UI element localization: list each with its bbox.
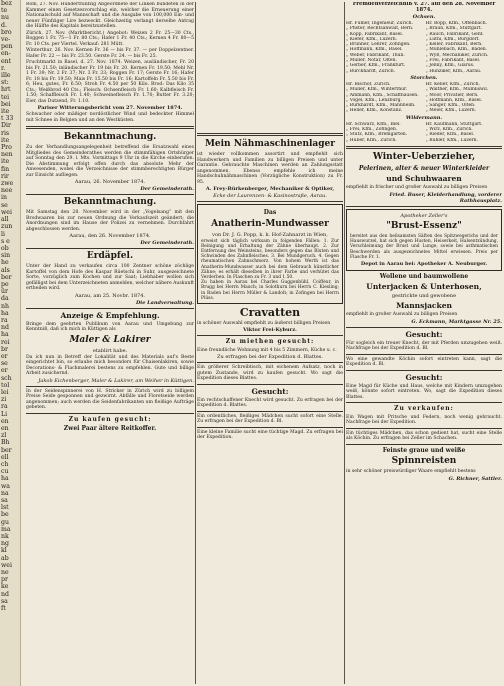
gestrickte-line: gestrickte und gewobene [391,293,457,300]
brust-essenz-ad [346,209,502,271]
edge-fragment: te [1,7,8,15]
jacken-text: empfiehlt in großer Auswahl zu billigen Preisen [346,312,458,318]
edge-fragment: hrt [1,86,11,94]
edge-fragment: nk [1,533,9,541]
newspaper-page [20,0,504,686]
wagen-text: Ein Wagen mit Pritsche und Federn, noch wenig gebraucht. Nachfrage bei der Expedition. [346,414,502,426]
guest-entry: „ Weber, Fabrikant, Thun. [346,52,405,58]
notice-signature-1: Der Gemeinderath. [140,186,194,192]
edge-fragment: ra [1,403,8,411]
brust-essenz-text: bereitet aus den heilsamsten Säften des Spitzwegerichs und der Hauswurzel, hat sich gegen Husten, Heiserkeit, Halsentzündung, Verschleimung der Brust und Lunge, sowie bei asthmatischen Beschwerden als ausgezeichnetes Mittel erwiesen. Preis per Flasche Fr. 1. [350,233,498,260]
edge-fragment: nh [1,302,9,310]
divider [346,354,502,355]
edge-fragment: ke [1,583,9,591]
edge-fragment: t 33 [1,115,14,123]
spinnreisten-signature: G. Richner, Sattler. [448,475,502,482]
heading-unterjacken: Unterjacken & Unterhosen, [366,282,482,292]
divider [197,335,343,336]
hotel-ochsen: Ochsen. [412,14,436,20]
edge-fragment: ma [1,525,11,533]
divider [197,411,343,412]
edge-fragment: pe [1,280,9,288]
edge-fragment: br [1,345,8,353]
anzeige-text: Bringe dem geehrten Publikum von Aarau und Umgebung zur Kenntniß, daß ich mich in Küttigen als [26,321,194,332]
guest-entry: „ Moor, Privatier, Bern. [425,92,479,98]
edge-fragment: sin [1,252,11,260]
divider [197,427,343,428]
guest-entry: „ Keller, Fabrikant, Bern. [425,42,483,48]
guest-entry: „ Sänger, Kfm., Olten. [425,103,476,109]
edge-fragment: ra [1,316,8,324]
edge-fragment: se [1,360,8,368]
hotel-wildermann: Wildermann. [405,114,443,121]
edge-fragment: ha [1,475,9,483]
edge-fragment: ve- [1,36,11,44]
edge-fragment: fin [1,165,10,173]
divider [197,201,343,202]
heading-winter-ueberzieher: Winter-Ueberzieher, [372,151,476,162]
divider [346,370,502,371]
edge-fragment: pr [1,576,8,584]
edge-fragment: nd [1,324,9,332]
heading-feinste: Feinste graue und weiße [382,446,466,454]
edge-fragment: ent [1,57,12,65]
divider [346,402,502,403]
edge-fragment: he [1,259,9,267]
heading-zu-miethen: Zu miethen gesucht: [225,338,315,346]
heading-wollene: Wollene und baumwollene [379,272,469,280]
edge-fragment: zun [1,223,13,231]
guest-entry: „ Müller, Notar, Olten. [346,58,397,64]
divider [346,428,502,429]
guest-entry: „ Hoffmann, Kfm., Basel. [425,97,483,103]
edge-fragment: sa [1,497,8,505]
guest-entry: „ Burkhardt, Kfm., Mannheim. [346,103,416,109]
column-right [346,2,502,684]
edge-fragment: li [1,230,5,238]
guest-entry: Hr. Bischof, Zürich. [346,81,391,87]
maedchen-stelle-text: Ein tüchtiges Mädchen, das schon gedient hat, sucht eine Stelle als Köchin. Zu erfragen bei Zeller im Schachen. [346,430,502,442]
hotel-storchen: Storchen. [410,74,438,81]
edge-fragment: bei [1,100,11,108]
guest-entry: „ Frei, Kfm., Zofingen. [346,127,398,133]
guest-entry: „ Wirz, Kfm., Zürich. [425,127,473,133]
notice-text-1: Zu der Verhandlungsangelegenheit betreffend die Ersatzwahl eines Mitgliedes des Gemeinderathes werden die stimmfähigen Ortsbürger auf Sonntag den 29. l. Mts. Vormittags 9 Uhr in die Kirche einberufen. Die Abstimmung erfolgt offen durch das absolute Mehr der Anwesenden, wobei die Verzeichnisse der stimmberechtigten Bürger zur Einsicht aufliegen. [26,145,194,178]
jacken-signature: G. Eckmann, Marktgasse Nr. 25. [411,318,502,325]
maler-subtitle: etablirt habe. [92,347,128,354]
heading-erdaepfel: Erdäpfel. [86,251,134,261]
anatherin-ad [197,204,343,304]
edge-fragment: d. [1,21,7,29]
market-basel: Fruchtmarkt in Basel, d. 27. Nov. 1874. Weizen, ausländischer, Fr. 20 bis Fr. 21.50; inländischer Fr. 19 bis Fr. 20. Kernen Fr. 19.50; Mehl Nr. 1 Fr. 39; Nr. 2 Fr. 37; Nr. 3 Fr. 33; Roggen Fr. 17; Gerste Fr. 16; Hafer Fr. 18 bis Fr. 19.50; Mais Fr. 15.50 bis Fr. 16; Kartoffeln Fr. 5.50 bis Fr. 6; Heu, gutes, Fr. 6.50; Stroh Fr. 4.50 per 50 Kilo. Brod: Das Kilo 35 Cts.; Weißbrod 40 Cts.; Fleisch: Ochsenfleisch Fr. 1.60; Kalbfleisch Fr. 1.50; Schaffleisch Fr. 1.40; Schweinefleisch Fr. 1.70; Butter Fr. 3.20; Eier, das Dutzend, Fr. 1.10. [26,60,194,104]
edge-fragment: nee [1,187,13,195]
edge-fragment: ob [1,244,9,252]
guest-entry: „ Rauch, Fabrikant, Genf. [425,31,484,37]
edge-fragment: ng [1,540,9,548]
column-rule [344,2,345,684]
reitkoffer-line: Zwei Paar ältere Reitkoffer. [63,425,157,432]
guest-entry: Hr. Bopp, Kfm., Offenbach. [425,21,488,26]
upper-space [197,2,343,130]
edge-fragment: en [1,424,9,432]
divider [26,386,194,387]
notice-date-1: Aarau, 26. November 1874. [74,179,146,185]
guest-entry: „ Meier, Kfm., Luzern. [425,108,477,114]
edge-fragment: ber [1,273,12,281]
guests-storchen [346,82,502,114]
edge-fragment: lei [1,388,9,396]
edge-fragment: ite [1,136,10,144]
erdaepfel-signature: Die Landverwaltung. [135,299,194,306]
heading-spinnreisten: Spinnreisten [391,456,457,467]
guests-ochsen [346,21,502,74]
edge-fragment: als [1,266,10,274]
cravatten-text: in schöner Auswahl empfiehlt zu äußerst billigen Preisen [197,320,331,326]
brust-essenz-depot: Depot in Aarau bei: Apotheker A. Neuburger. [360,260,488,267]
guest-entry: „ Wyß, Mechaniker, Zürich. [425,52,489,58]
naehmaschinen-signature: A. Frey-Bürkenberger, Mechaniker & Optiker, [205,186,335,192]
edge-fragment: ft [1,605,6,613]
guest-entry: „ Walther, Kfm., Mümliswil. [425,87,489,93]
guest-entry: „ Frei, Fabrikant, Basel. [425,58,481,64]
guest-entry: „ Huber, Kfm., Zürich. [346,137,397,143]
edge-fragment: cu [1,468,9,476]
edge-fragment: ite [1,158,10,166]
guest-list-left [346,21,423,74]
divider [197,362,343,363]
edge-fragment: ür [1,288,8,296]
divider [197,384,343,385]
heading-anatherin: Anatherin-Mundwasser [211,218,329,229]
guest-entry: Hr. Keller, Kfm., Zürich. [425,81,480,87]
column-rule [195,2,196,684]
seidenspinnerei-text: In der Seidenspinnerei von H. Stricker in Zürich wird zu billigem Preise Seide gesponnen und gezwirnt. Abfälle und Floretseide werden angenommen; auch werden die Seidenfabrikanten um fleißige Aufträge gebeten. [26,388,194,410]
edge-fragment: in [1,194,7,202]
edge-fragment: se [1,201,8,209]
edge-fragment: ris [1,129,10,137]
edge-fragment: Pro [1,144,12,152]
guest-entry: „ Brunner, Lehrer, Zofingen. [346,42,411,48]
heading-bekanntmachung-2: Bekanntmachung. [63,197,157,207]
left-page-edge [0,0,21,686]
notice-signature-2: Der Gemeinderath. [140,240,194,246]
divider [26,413,194,414]
anatherin-maker: von Dr. J. G. Popp, k. k. Hof-Zahnarzt in Wien, [212,231,328,238]
heading-naehmaschinenlager: Mein Nähmaschinenlager [204,139,336,149]
edge-fragment: all [1,216,9,224]
edge-fragment: ber [1,446,12,454]
edge-fragment: pen [1,43,13,51]
edge-fragment: ha [1,309,9,317]
anatherin-text: erweist sich täglich wirksam in folgenden Fällen: 1. Zur Reinigung und Erhaltung der Zähne überhaupt. 2. Zur Entfernung des Weinsteins, besonders gegen das Bluten und Schwinden des Zahnfleisches. 3. Bei Mundgeruch. 4. Gegen rheumatischen Zahnschmerz. Von hohem Werth ist das Anatherin-Mundwasser auch bei dem Gebrauch künstlicher Zähne; es erhält dieselben in ihrer Farbe und verhütet das Verderben. In Flaschen zu Fr. 3 und 1.50. [201,238,339,280]
edge-fragment: ite [1,108,10,116]
guest-entry: „ Hoffmann, Kfm., Basel. [346,47,403,53]
pelerinen-line: Pelerinen, alter & neuer Winterkleider [358,164,490,172]
edge-fragment: bez [1,0,12,7]
edge-fragment: wa [1,482,10,490]
heading-maler: Maler & Lakirer [69,334,151,345]
maler-text: Da ich nun in Betreff der Lokalität und des Materials auf's Beste eingerichtet bin, so erlaube mich besonders für Chaisenlakiren, sowie Decorations- & Flachmalerei bestens zu empfehlen. Gute und billige Arbeit zusichernd. [26,354,194,376]
heading-bekanntmachung-1: Bekanntmachung. [63,132,157,142]
edge-fragment: na [1,489,9,497]
guest-list-right [426,82,503,114]
anatherin-das: Das [263,209,277,216]
guest-entry: „ Heller, Kfm., Konstanz. [346,108,403,114]
column-middle [197,2,343,684]
guest-entry: Hr. Fumer, Ingenieur, Zürich. [346,21,414,26]
guest-list-left [346,82,423,114]
edge-fragment: sa [1,597,8,605]
edge-fragment: en [1,417,9,425]
schuhwaaren-line: und Schuhwaaren [386,174,462,184]
guest-entry: „ Vogel, Kfm., Lenzburg. [346,97,402,103]
divider [346,444,502,445]
divider [26,126,194,129]
edge-fragment: Dir [1,122,11,130]
edge-fragment: ab [1,554,9,562]
edge-fragment: rei [1,338,10,346]
market-winterthur: Winterthur, 26. Nov. Kernen Fr. 36 — bis Fr. 37. — per Doppelzentner. Hafer Fr. 22 — bis Fr. 23.50. Gerste Fr. 24. — bis Fr. 25. [26,48,194,59]
divider [346,327,502,328]
guest-entry: „ Pfister, Rechtsanwalt, Bern. [346,26,414,32]
guest-list-right [426,122,503,143]
edge-fragment: s e [1,237,10,245]
edge-fragment: ell [1,453,9,461]
apotheker-zeller: Apotheker Zeller's [400,212,448,219]
edge-fragment: nu [1,14,9,22]
divider [26,308,194,309]
edge-fragment: sch [1,374,12,382]
edge-fragment: er [1,367,8,375]
naehmaschinen-address: Ecke der Laurenzen- & Kasinostraße, Aarau. [213,193,327,199]
guest-entry: „ Stutz, Kfm., Bremgarten. [346,132,408,138]
guest-list-right [426,21,503,74]
maedchen-text: Ein ordentliches, fleißiges Mädchen sucht sofort eine Stelle. Zu erfragen bei der Expedition d. Bl. [197,413,343,425]
guest-entry: „ Ammann, Kfm., Schaffhausen. [346,92,419,98]
edge-fragment: bro [1,28,12,36]
magd-text: Eine kleine Familie sucht eine tüchtige Magd. Zu erfragen bei der Expedition. [197,429,343,441]
guest-entry: „ Jenny, Kfm., Glarus. [425,63,475,69]
guest-list-left [346,122,423,143]
edge-fragment: ne [1,569,9,577]
divider [197,133,343,136]
schreibtisch-text: Ein größerer Schreibtisch, mit eichenem Aufsatz, noch in gutem Zustande, wird zu kaufen gesucht. Wo sagt die Expedition dieses Blattes. [197,365,343,382]
divider [346,206,502,207]
edge-fragment: kl [1,547,7,555]
edge-fragment: gu [1,518,9,526]
heading-cravatten: Cravatten [239,305,301,319]
wohnung-contact: Zu erfragen bei der Expedition d. Blattes. [217,354,323,361]
naehmaschinen-text: ist wieder vollkommen assortirt und empfiehlt sich Handwerkern und Familien zu billigen Preisen und unter Garantie. Gebrauchte Maschinen werden an Zahlungsstatt angenommen. Ebenso empfehle ich meine Handschuhnähmaschinen (Vorzügliche Konstruktion) zu Fr. 95. [197,152,343,185]
edge-fragment: wei [1,561,12,569]
erdaepfel-text: Unter der Hand zu verkaufen circa 100 Zentner schöne zöchlige Kartoffel von dem Hofe des Kaspar Rüetschi in Suhr, ausgezeichnete Sorte, vorzüglich zum Kochen und zur Saat; Liebhaber wollen sich gefälligst bei dem Unterzeichneten anmelden, welcher nähere Auskunft ertheilen wird. [26,264,194,291]
knecht-text: Ein rechtschaffener Knecht wird gesucht. Zu erfragen bei der Expedition d. Blattes. [197,397,343,409]
divider [26,248,194,249]
guest-entry: Hr. Kaufmann, Stuttgart. [425,121,483,127]
edge-fragment: lst [1,504,9,512]
heading-zu-kaufen: Zu kaufen gesucht: [68,415,152,423]
heading-anzeige: Anzeige & Empfehlung. [60,310,160,320]
edge-fragment: nen [1,151,13,159]
guest-entry: „ Kiefer, Kfm., Luzern. [346,36,398,42]
magd-kueche-text: Eine Magd für Küche und Haus, welche mit Kindern umzugehen weiß, könnte sofort eintreten. Wo, sagt die Expedition dieses Blattes. [346,383,502,400]
guests-wildermann [346,122,502,143]
weather-text: Schwacher oder mäßiger nordöstlicher Wind und bedeckter Himmel mit Schnee in Belgien und an den Westküsten. [26,112,194,123]
edge-fragment: Li [1,410,8,418]
divider [26,194,194,195]
edge-fragment: rir [1,172,9,180]
wohnung-text: Eine freundliche Wohnung mit 4 bis 5 Zimmern, Küche u. c. [197,347,337,353]
guest-entry: „ Hunziker, Kfm., Aarau. [425,68,482,74]
edge-fragment: r. [1,64,6,72]
edge-fragment: ille [1,72,11,80]
news-rome: Rom, 27. Nov. Hundertfünfzig Abgeordnete der Linken bündeten in der Kammer einen Gesetzesvorschlag ein, welcher die Erneuerung einer Nationalschuld auf Mannschaft und die Ausgabe von 100,000 Ein- und neuer Fünfziger Lire bezweckt. Gleichzeitig verlangt derselbe Antrag die Hälfte des Kapitals bereitzustellen. [26,2,194,29]
edge-fragment: tol [1,381,10,389]
weather-title: Pariser Witterungsbericht vom 27. November 1874. [37,105,183,111]
edge-fragment: nd [1,590,9,598]
market-zurich: Zürich, 27. Nov. (Marktbericht.) Angebot: Weizen 2 Fr. 25—30 Cts., Roggen 1 Fr. 75—1 Fr. 80 Cts.; Hafer 1 Fr. 40 Cts.; Kernen 4 Fr. 80—5 Fr. 10 Cts. per Viertel. Verkauf: 281 Mütt. [26,30,194,47]
heading-gesucht-2: Gesucht: [405,372,443,382]
edge-fragment: zi [1,396,7,404]
edge-fragment: ha [1,331,9,339]
maler-signature: Jakob Eichenberger, Maler & Lakirer, am Weiher in Küttigen. [38,377,194,384]
anatherin-depots: Zu haben in Aarau bei Charles Guggenbühl, Coiffeur, in Brugg bei Herrn Mauch; in Solothurn bei Herrn C. Kiesling; in Baden bei Herrn Müller & Landolt; in Zofingen bei Herrn Plüss. [201,280,339,301]
heading-mannsjacken: Mannsjacken [396,301,452,311]
spinnreisten-text: in sehr schöner preiswürdiger Waare empfiehlt bestens [346,469,476,475]
edge-fragment: er [1,352,8,360]
kleider-text: empfiehlt in frischer und großer Auswahl zu billigen Preisen [346,185,488,191]
notice-date-2: Aarau, den 26. November 1874. [69,233,151,239]
fremdenverzeichnis-title: Fremdenverzeichniß v. 27. auf den 28. November 1874. [352,2,496,13]
cravatten-signature: Viktor Frei-Kyburz. [243,327,297,334]
edge-fragment: da [1,295,9,303]
divider [346,146,502,149]
guest-entry: „ Lüthi, Kfm., Burgdorf. [425,36,480,42]
guest-entry: „ Gerber, Kfm., Frankfurt. [346,63,406,69]
heading-gesucht-1: Gesucht: [405,329,443,339]
guest-entry: „ Burckhardt, Zürich. [346,68,396,74]
edge-fragment: st: [1,79,9,87]
kleider-signature: Fried. Buser, Kleiderhandlung, vorderer Rathhausplatz. [389,191,502,204]
edge-fragment: wei [1,208,12,216]
guest-entry: „ Braun, Kfm., Stuttgart. [425,26,483,32]
koechin-text: Wo eine gewandte Köchin sofort eintreten kann, sagt die Expedition d. Bl. [346,356,502,368]
edge-fragment: ch [1,461,9,468]
guest-entry: „ Rieder, Kfm., Basel. [425,132,475,138]
edge-fragment: en- [1,50,11,58]
erdaepfel-date: Aarau, am 25. Novbr. 1874. [75,292,145,299]
knecht-pferde-text: Für sogleich ein treuer Knecht, der mit Pferden umzugehen weiß. Nachfrage bei der Expedition d. Bl. [346,340,502,352]
guest-entry: „ Mühlebach, Kfm., Baden. [425,47,488,53]
guest-entry: „ Kopp, Fabrikant, Basel. [346,31,404,37]
edge-fragment: zl [1,432,7,440]
column-left [26,2,194,684]
heading-gesucht: Gesucht: [251,386,289,396]
heading-zu-verkaufen: Zu verkaufen: [394,405,454,413]
edge-fragment: tei [1,93,10,101]
heading-brust-essenz: "Brust-Essenz" [386,220,462,231]
guest-entry: Hr. Schwarz, Kfm., Biel. [346,121,401,127]
edge-fragment: be [1,511,9,519]
edge-fragment: zwe [1,180,14,188]
edge-fragment: Bh [1,439,10,447]
notice-text-2: Mit Samstag den 28. November wird in der „Vogelsang“ mit den Brodwaaren bis zur neuen Ordnung die Verkaufszeit geändert; die Anordnungen sind im Hause der Polizei zu vernehmen. Durchfahrt abgeschlossen werden. [26,210,194,232]
guest-entry: „ Bühler, Kfm., Luzern. [425,137,478,143]
guest-entry: „ Müller, Kfm., Winterthur. [346,87,408,93]
